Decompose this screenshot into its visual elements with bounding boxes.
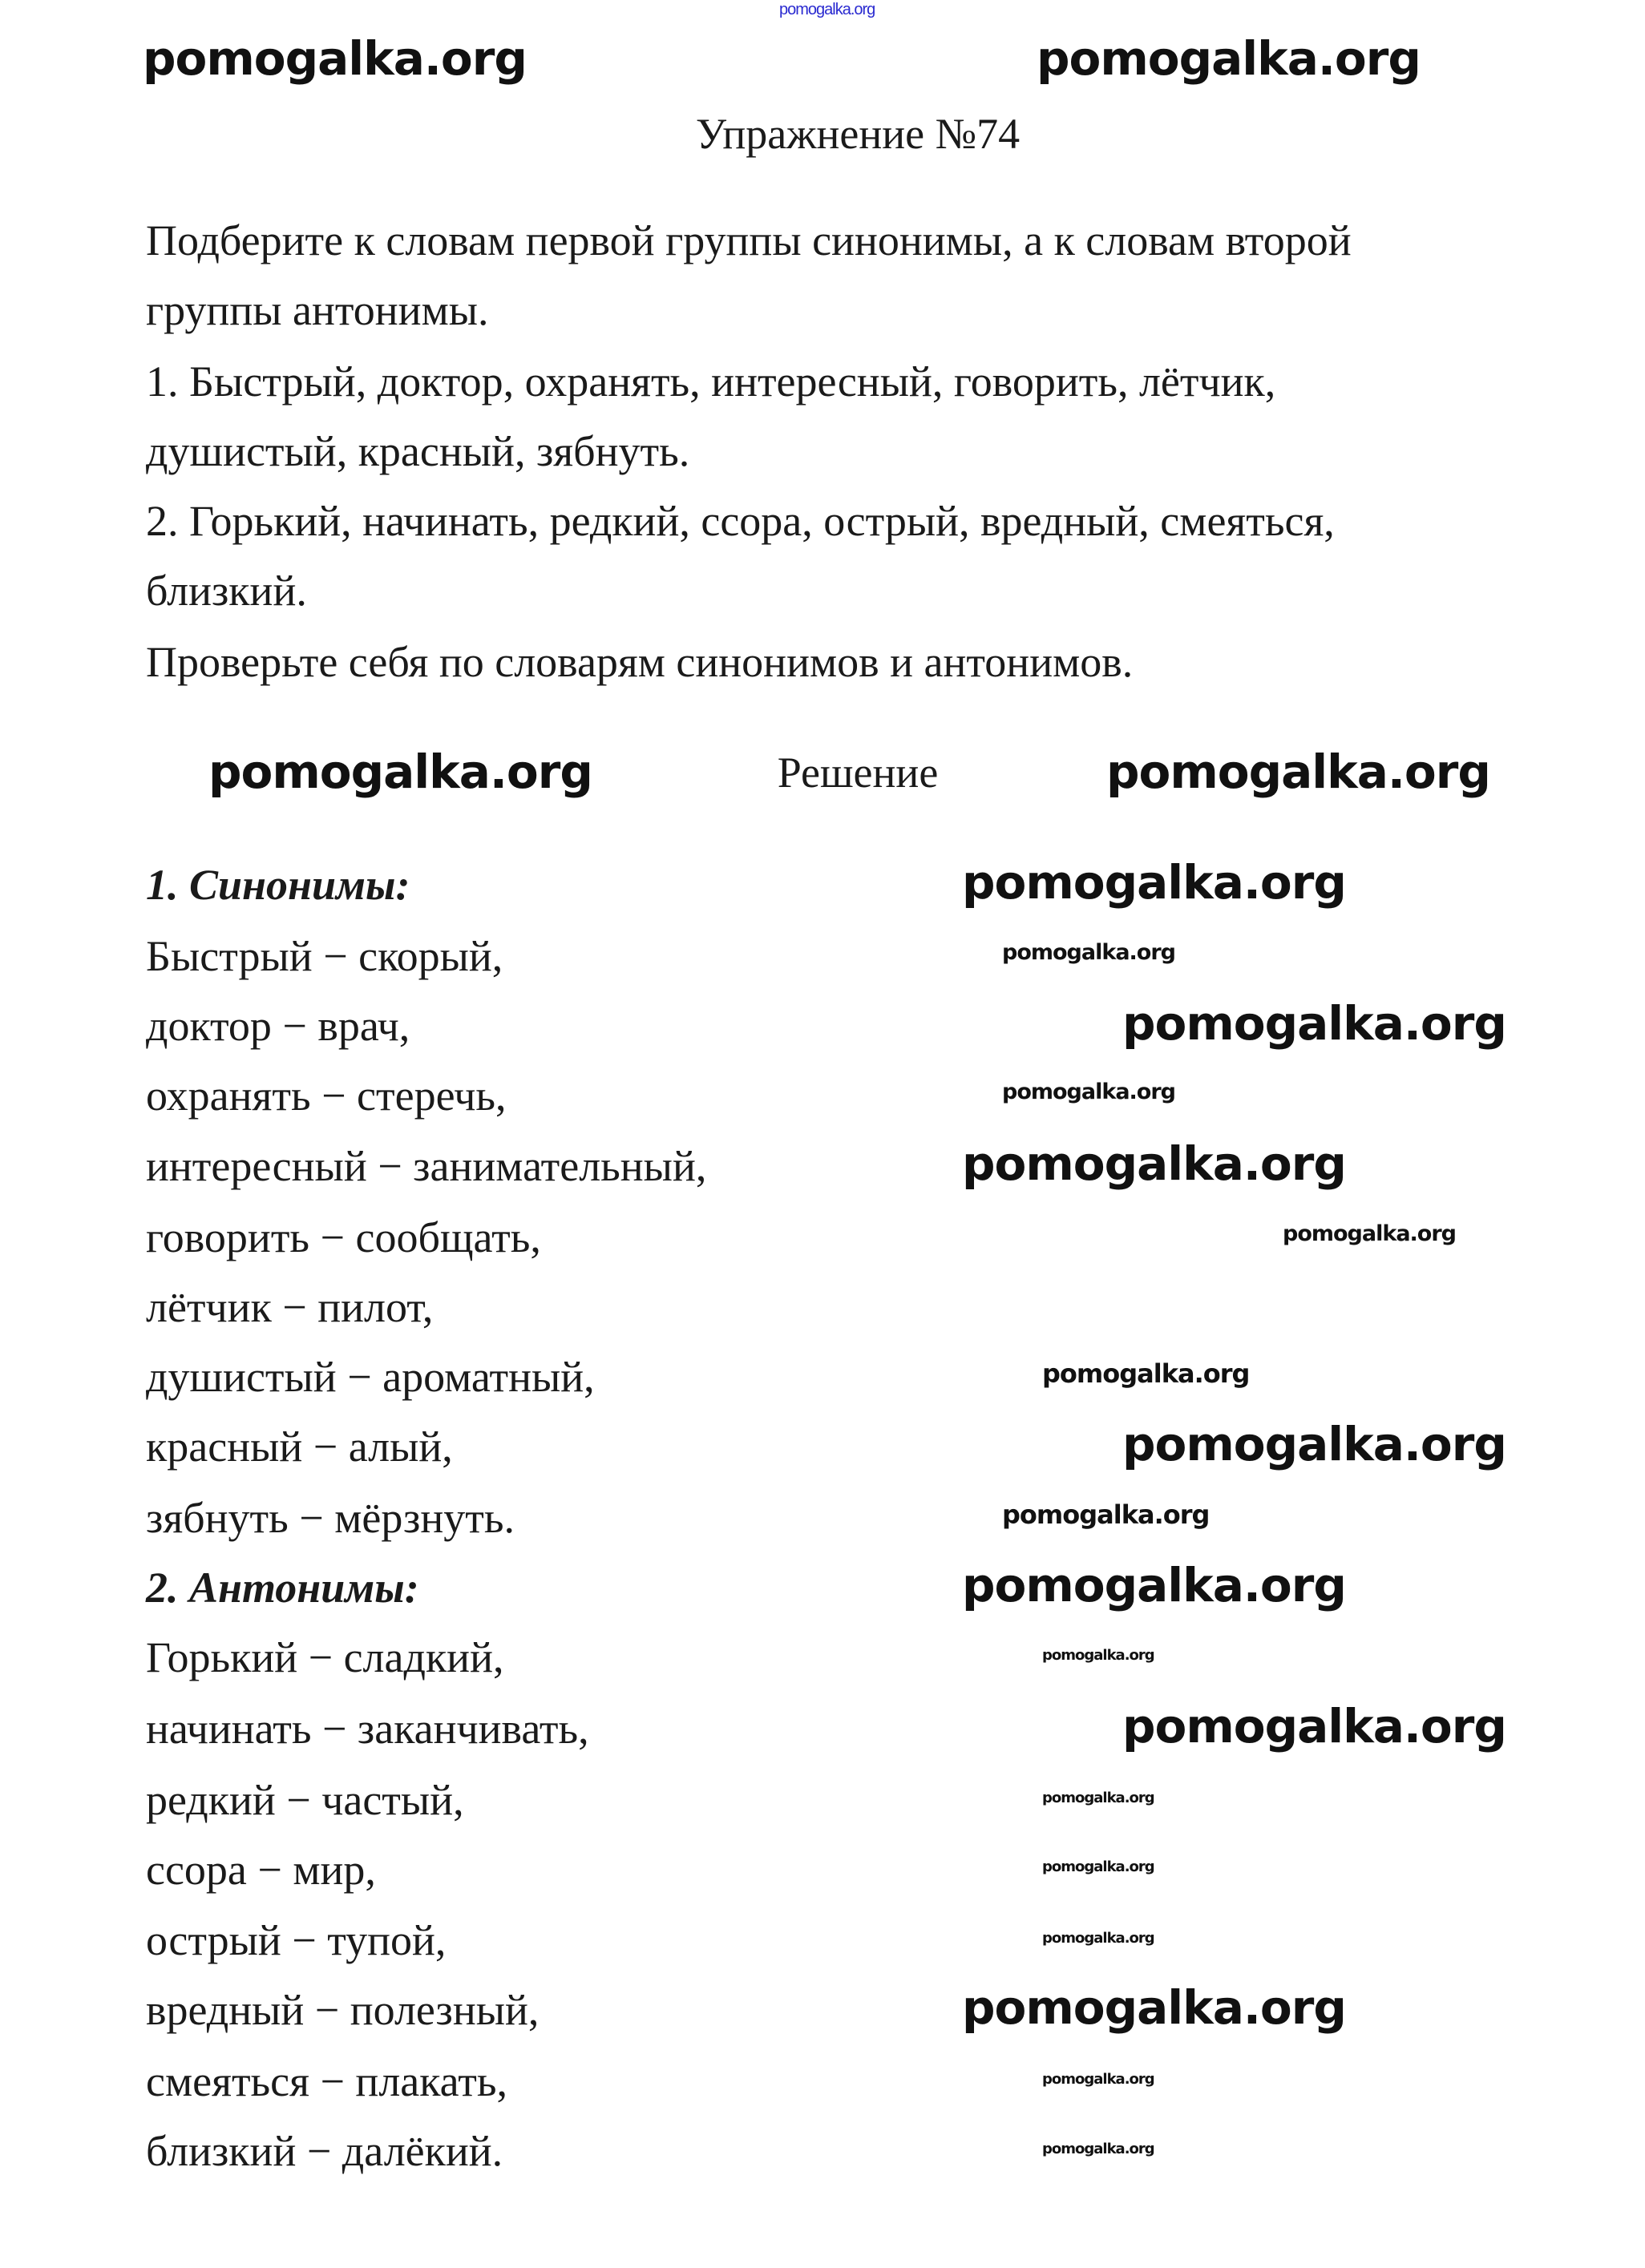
antonym-item: Горький − сладкий, bbox=[146, 1633, 504, 1681]
watermark: pomogalka.org bbox=[962, 855, 1346, 910]
task-line: 2. Горький, начинать, редкий, ссора, острый, вредный, смеяться, bbox=[146, 497, 1335, 545]
watermark: pomogalka.org bbox=[1042, 1647, 1154, 1664]
antonym-item: вредный − полезный, bbox=[146, 1986, 540, 2034]
watermark: pomogalka.org bbox=[1042, 1858, 1154, 1875]
solution-heading: Решение bbox=[777, 749, 939, 797]
antonym-item: ссора − мир, bbox=[146, 1846, 376, 1894]
synonym-item: красный − алый, bbox=[146, 1423, 453, 1471]
synonym-item: лётчик − пилот, bbox=[146, 1283, 434, 1331]
synonym-item: доктор − врач, bbox=[146, 1002, 410, 1050]
watermark: pomogalka.org bbox=[1042, 2071, 1154, 2088]
task-line: душистый, красный, зябнуть. bbox=[146, 427, 690, 475]
watermark: pomogalka.org bbox=[962, 1136, 1346, 1191]
synonyms-heading: 1. Синонимы: bbox=[146, 861, 410, 909]
watermark: pomogalka.org bbox=[1042, 1790, 1154, 1806]
watermark: pomogalka.org bbox=[1002, 940, 1175, 965]
watermark: pomogalka.org bbox=[1042, 1358, 1250, 1389]
task-line: Проверьте себя по словарям синонимов и антонимов. bbox=[146, 638, 1134, 686]
watermark: pomogalka.org bbox=[1037, 31, 1421, 86]
task-line: Подберите к словам первой группы синонимы, а к словам второй bbox=[146, 216, 1352, 264]
watermark: pomogalka.org bbox=[143, 31, 527, 86]
watermark: pomogalka.org bbox=[1042, 2141, 1154, 2157]
antonym-item: острый − тупой, bbox=[146, 1916, 447, 1964]
task-line: 1. Быстрый, доктор, охранять, интересный, говорить, лётчик, bbox=[146, 357, 1276, 406]
antonym-item: начинать − заканчивать, bbox=[146, 1705, 589, 1753]
synonym-item: Быстрый − скорый, bbox=[146, 932, 503, 980]
antonym-item: близкий − далёкий. bbox=[146, 2127, 503, 2175]
watermark: pomogalka.org bbox=[1122, 1417, 1506, 1471]
watermark: pomogalka.org bbox=[1122, 1699, 1506, 1753]
synonym-item: охранять − стеречь, bbox=[146, 1071, 507, 1120]
synonym-item: интересный − занимательный, bbox=[146, 1142, 707, 1190]
watermark: pomogalka.org bbox=[1002, 1080, 1175, 1104]
antonym-item: редкий − частый, bbox=[146, 1776, 464, 1824]
watermark: pomogalka.org bbox=[962, 1980, 1346, 2035]
watermark: pomogalka.org bbox=[1283, 1221, 1456, 1246]
watermark: pomogalka.org bbox=[962, 1558, 1346, 1612]
synonym-item: говорить − сообщать, bbox=[146, 1213, 541, 1261]
task-line: близкий. bbox=[146, 567, 307, 615]
task-line: группы антонимы. bbox=[146, 286, 489, 334]
watermark: pomogalka.org bbox=[1042, 1930, 1154, 1947]
synonym-item: душистый − ароматный, bbox=[146, 1353, 595, 1401]
exercise-title: Упражнение №74 bbox=[695, 110, 1021, 158]
antonyms-heading: 2. Антонимы: bbox=[146, 1564, 419, 1612]
site-link[interactable]: pomogalka.org bbox=[779, 1, 875, 18]
watermark: pomogalka.org bbox=[1106, 745, 1490, 799]
watermark: pomogalka.org bbox=[208, 745, 592, 799]
watermark: pomogalka.org bbox=[1122, 996, 1506, 1051]
synonym-item: зябнуть − мёрзнуть. bbox=[146, 1494, 515, 1542]
antonym-item: смеяться − плакать, bbox=[146, 2057, 507, 2105]
watermark: pomogalka.org bbox=[1002, 1499, 1210, 1530]
